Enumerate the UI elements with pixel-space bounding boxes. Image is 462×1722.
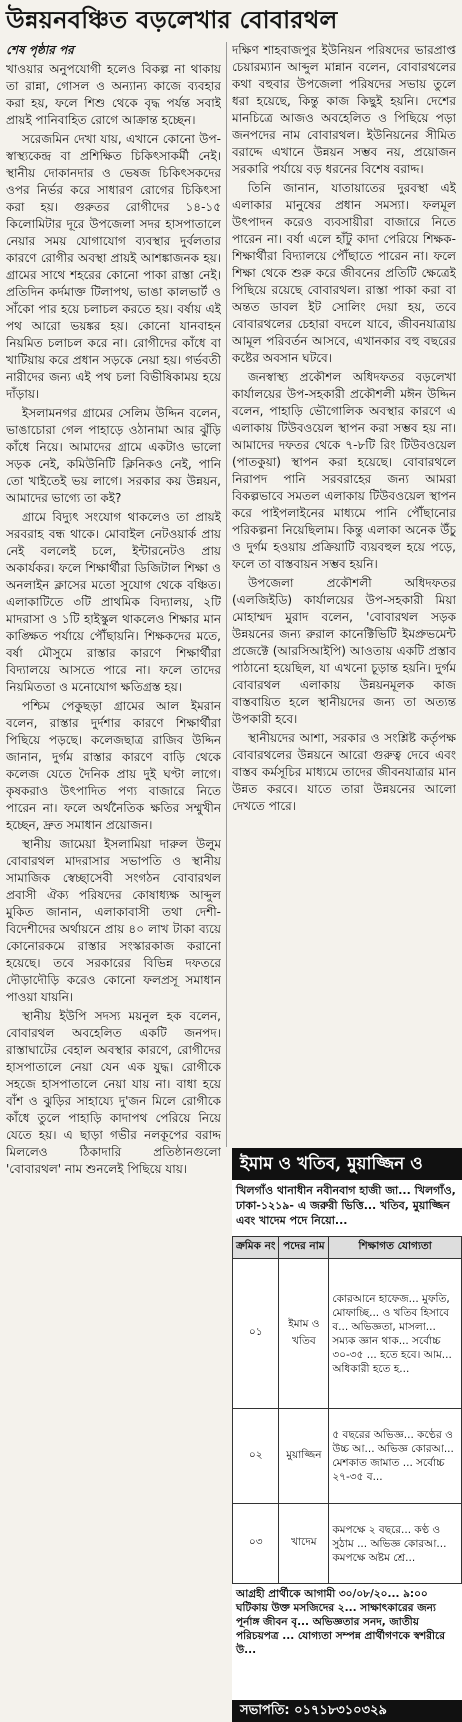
column-header-serial: ক্রমিক নং: [233, 1237, 279, 1259]
table-row: [233, 1504, 462, 1584]
ad-title: ইমাম ও খতিব, মুয়াজ্জিন ও: [232, 1148, 462, 1180]
cell-serial: ০১: [233, 1259, 279, 1409]
paragraph: তিনি জানান, যাতায়াতের দুরবস্থা এই এলাকার মানুষের প্রধান সমস্যা। ফলমূল উৎপাদন করেও ব্যবসায়ীরা বাজারে নিতে পারেন না। বর্ষা এলে হাঁটু কাদা পেরিয়ে শিক্ষক-শিক্ষার্থীরা বিদ্যালয়ে পৌঁছাতে পারেন না। ফলে শিক্ষা থেকে শুরু করে জীবনের প্রতিটি ক্ষেত্রেই পিছিয়ে রয়েছে বোবারথল। রাস্তা পাকা করা বা অন্তত ডাবল ইট সোলিং দেয়া হয়, তবে বোবারথলের চেহারা বদলে যাবে, জীবনযাত্রায় আমূল পরিবর্তন আসবে, এখানকার বহু বছরের কষ্টের অবসান ঘটবে।: [232, 181, 456, 365]
paragraph: স্থানীয় ইউপি সদস্য ময়নুল হক বলেন, বোবারথল অবহেলিত একটি জনপদ। রাস্তাঘাটের বেহাল অবস্থার কারণে, রোগীদের হাসপাতালে নেয়া যেন এক যুদ্ধ। রোগীকে সহজে হাসপাতালে নেয়া যায় না। বাধা হয়ে বাঁশ ও ঝুড়ির সাহায্যে দু'জন মিলে রোগীকে কাঁধে তুলে পাহাড়ি কাদাপথ পেরিয়ে নিয়ে যেতে হয়। এ ছাড়া গভীর নলকূপের বরাদ্দ মিললেও ঠিকাদারি প্রতিষ্ঠানগুলো 'বোবারথল' নাম শুনলেই পিছিয়ে যায়।: [6, 1009, 221, 1176]
paragraph: খাওয়ার অনুপযোগী হলেও বিকল্প না থাকায় তা রান্না, গোসল ও অন্যান্য কাজে ব্যবহার করা হয়, ফলে শিশু থেকে বৃদ্ধ পর্যন্ত সবাই প্রায়ই পানিবাহিত রোগে আক্রান্ত হচ্ছেন।: [6, 62, 221, 127]
column-header-qualification: শিক্ষাগত যোগ্যতা: [329, 1237, 462, 1259]
cell-post: মুয়াজ্জিন: [279, 1409, 329, 1504]
article-column-right: [232, 42, 456, 1042]
paragraph: স্থানীয়দের আশা, সরকার ও সংশ্লিষ্ট কর্তৃপক্ষ বোবারথলের উন্নয়নে আরো গুরুত্ব দেবে এবং বাস্তব কর্মসূচির মাধ্যমে তাদের জীবনযাত্রার মান উন্নত করবে। যাতে তারা উন্নয়নের আলো দেখতে পারে।: [232, 731, 456, 813]
paragraph: স্থানীয় জামেয়া ইসলামিয়া দারুল উলুম বোবারথল মাদরাসার সভাপতি ও স্থানীয় সামাজিক স্বেচ্ছাসেবী সংগঠন বোবারথল প্রবাসী ঐক্য পরিষদের কোষাধ্যক্ষ আব্দুল মুকিত জানান, এলাকাবাসী তথা দেশী-বিদেশীদের অর্থায়নে প্রায় ৪০ লাখ টাকা ব্যয়ে কোনোরকমে রাস্তার সংস্কারকাজ করানো হয়েছে। তবে সরকারের বিভিন্ন দফতরে দৌড়াদৌড়ি করেও কোনো ফলপ্রসূ সমাধান পাওয়া যায়নি।: [6, 837, 221, 1004]
table-header-row: [233, 1237, 462, 1259]
continued-kicker: শেষ পৃষ্ঠার পর: [6, 43, 74, 57]
paragraph: জনস্বাস্থ্য প্রকৌশল অধিদফতর বড়লেখা কার্যালয়ের উপ-সহকারী প্রকৌশলী মঈন উদ্দিন বলেন, পাহাড়ি ভৌগোলিক অবস্থার কারণে এ এলাকায় টিউবওয়েল স্থাপন করা সম্ভব হয় না। আমাদের দফতর থেকে ৭-৮টি রিং টিউবওয়েল (পাতকুয়া) স্থাপন করা হয়েছে। বোবারথলে নিরাপদ পানি সরবরাহের জন্য আমরা বিকল্পভাবে সমতল এলাকায় টিউবওয়েল স্থাপন করে পাইপলাইনের মাধ্যমে পানি পৌঁছানোর পরিকল্পনা নিয়েছিলাম। কিন্তু এলাকা অনেক উঁচু ও দুর্গম হওয়ায় প্রক্রিয়াটি ব্যয়বহুল হয়ে পড়ে, ফলে তা বাস্তবায়ন সম্ভব হয়নি।: [232, 370, 456, 571]
paragraph: পশ্চিম পেকুছড়া গ্রামের আল ইমরান বলেন, রাস্তার দুর্দশার কারণে শিক্ষার্থীরা পিছিয়ে পড়ছে। কলেজছাত্র রাজিব উদ্দিন জানান, দুর্গম রাস্তার কারণে বাড়ি থেকে কলেজ যেতে দৈনিক প্রায় দুই ঘণ্টা লাগে। কৃষকরাও উৎপাদিত পণ্য বাজারে নিতে পারেন না। ফলে অর্থনৈতিক ক্ষতির সম্মুখীন হচ্ছেন, দ্রুত সমাধান প্রয়োজন।: [6, 699, 221, 832]
cell-post: ইমাম ও খতিব: [279, 1259, 329, 1409]
paragraph: ইসলামনগর গ্রামের সেলিম উদ্দিন বলেন, ভাঙাচোরা গেল পাহাড়ে ওঠানামা আর ঝুঁড়ি কাঁধে নিয়ে। আমাদের গ্রামে একটাও ভালো সড়ক নেই, কমিউনিটি ক্লিনিকও নেই, পানি তো খাইতেই ভয় লাগে। সরকার কয় উন্নয়ন, আমাদের ভাগ্যে তা কই?: [6, 406, 221, 505]
table-row: [233, 1259, 462, 1409]
ad-intro: খিলগাঁও থানাধীন নবীনবাগ হাজী জা... খিলগাঁও, ঢাকা-১২১৯- এ জরুরী ভিত্তি... খতিব, মুয়াজ্জিন এবং খাদেম পদে নিয়ো...: [236, 1184, 456, 1227]
cell-qualification: কোরআনে হাফেজ... মুফতি, মোফাচ্ছি... ও খতিব হিসাবে ব... অভিজ্ঞতা, মাসলা... সম্যক জ্ঞান থাক... সর্বোচ্চ ৩০-৩৫ ... হতে হবে। আম... অধিকারী হতে হ...: [329, 1259, 462, 1409]
paragraph: সরেজমিন দেখা যায়, এখানে কোনো উপ-স্বাস্থ্যকেন্দ্র বা প্রশিক্ষিত চিকিৎসাকর্মী নেই। স্থানীয় দোকানদার ও ভেষজ চিকিৎসকদের ওপর নির্ভর করে সাধারণ রোগের চিকিৎসা করা হয়। গুরুতর রোগীদের ১৪-১৫ কিলোমিটার দূরে উপজেলা সদর হাসপাতালে নেয়ার সময় যোগাযোগ ব্যবস্থার দুর্বলতার কারণে রোগীর অবস্থা প্রায়ই আশঙ্কাজনক হয়। গ্রামের সাথে শহরের কোনো পাকা রাস্তা নেই। প্রতিদিন কর্দমাক্ত টিলাপথ, ভাঙা কালভার্ট ও সাঁকো পার হয়ে চলাচল করতে হয়। বর্ষায় এই পথ আরো ভয়ঙ্কর হয়। কোনো যানবাহন নিয়মিত চলাচল করে না। রোগীদের কাঁধে বা খাটিয়ায় করে প্রধান সড়কে নেয়া হয়। গর্ভবতী নারীদের জন্য এই পথ চলা বিভীষিকাময় হয়ে দাঁড়ায়।: [6, 132, 221, 401]
cell-qualification: ৫ বছরের অভিজ্ঞ... কণ্ঠের ও উচ্চ আ... অভিজ্ঞ কোরআ... মেশকাত জামাত ... সর্বোচ্চ ২৭-৩৫ ব...: [329, 1409, 462, 1504]
cell-serial: ০২: [233, 1409, 279, 1504]
paragraph: উপজেলা প্রকৌশলী অধিদফতর (এলজিইডি) কার্যালয়ের উপ-সহকারী মিয়া মোহাম্মদ মুরাদ বলেন, 'বোবারথল সড়ক উন্নয়নের জন্য রুরাল কানেক্টিভিটি ইমপ্রুভমেন্ট প্রজেক্টে (আরসিআইপি) আওতায় একটি প্রস্তাব পাঠানো হয়েছিল, যা এখনো চূড়ান্ত হয়নি। দুর্গম বোবারথল এলাকায় উন্নয়নমূলক কাজ বাস্তবায়িত হলে স্থানীয়দের জন্য তা অত্যন্ত উপকারী হবে।: [232, 576, 456, 726]
ad-contact: সভাপতি: ০১৭১৮৩১০৩২৯: [232, 1700, 462, 1722]
job-advertisement: [232, 1148, 462, 1722]
cell-post: খাদেম: [279, 1504, 329, 1584]
table-row: [233, 1409, 462, 1504]
ad-footer-text: আগ্রহী প্রার্থীকে আগামী ৩০/০৮/২০... ৯:০০ ঘটিকায় উক্ত মসজিদের ২... সাক্ষাৎকারের জন্য পূর্নাঙ্গ জীবন বৃ... অভিজ্ঞতার সনদ, জাতীয় পরিচয়পত্র ... যোগ্যতা সম্পন্ন প্রার্থীগণকে স্বশরীরে উ...: [236, 1588, 446, 1656]
cell-serial: ০৩: [233, 1504, 279, 1584]
column-divider: [226, 42, 227, 1147]
headline: উন্নয়নবঞ্চিত বড়লেখার বোবারথল: [6, 5, 338, 34]
job-table: [232, 1236, 462, 1584]
paragraph: গ্রামে বিদ্যুৎ সংযোগ থাকলেও তা প্রায়ই সরবরাহ বন্ধ থাকে। মোবাইল নেটওয়ার্ক প্রায় নেই বললেই চলে, ইন্টারনেটও প্রায় অকার্যকর। ফলে শিক্ষার্থীরা ডিজিটাল শিক্ষা ও অনলাইন ক্লাসের মতো সুযোগ থেকে বঞ্চিত। এলাকাটিতে ৩টি প্রাথমিক বিদ্যালয়, ২টি মাদরাসা ও ১টি হাইস্কুল থাকলেও শিক্ষার মান কাঙ্ক্ষিত পর্যায়ে পৌঁছায়নি। শিক্ষকদের মতে, বর্ষা মৌসুমে রাস্তার কারণে শিক্ষার্থীরা বিদ্যালয়ে আসতে পারে না। ফলে তাদের নিয়মিততা ও মনোযোগ ক্ষতিগ্রস্ত হয়।: [6, 510, 221, 694]
column-header-post: পদের নাম: [279, 1237, 329, 1259]
paragraph: দক্ষিণ শাহবাজপুর ইউনিয়ন পরিষদের ভারপ্রাপ্ত চেয়ারম্যান আব্দুল মান্নান বলেন, বোবারথলের কথা বহুবার উপজেলা পরিষদের সভায় তুলে ধরা হয়েছে, কিন্তু কাজ কিছুই হয়নি। দেশের মানচিত্রে আজও অবহেলিত ও পিছিয়ে পড়া জনপদের নাম বোবারথল। ইউনিয়নের সীমিত বরাদ্দে এখানে উন্নয়ন সম্ভব নয়, প্রয়োজন সরকারি পর্যায়ে বড় ধরনের বিশেষ বরাদ্দ।: [232, 43, 456, 176]
cell-qualification: কমপক্ষে ২ বছরে... কণ্ঠ ও সুঠাম ... অভিজ্ঞ কোরআ... কমপক্ষে অষ্টম শ্রে...: [329, 1504, 462, 1584]
article-column-left: [6, 42, 221, 1716]
